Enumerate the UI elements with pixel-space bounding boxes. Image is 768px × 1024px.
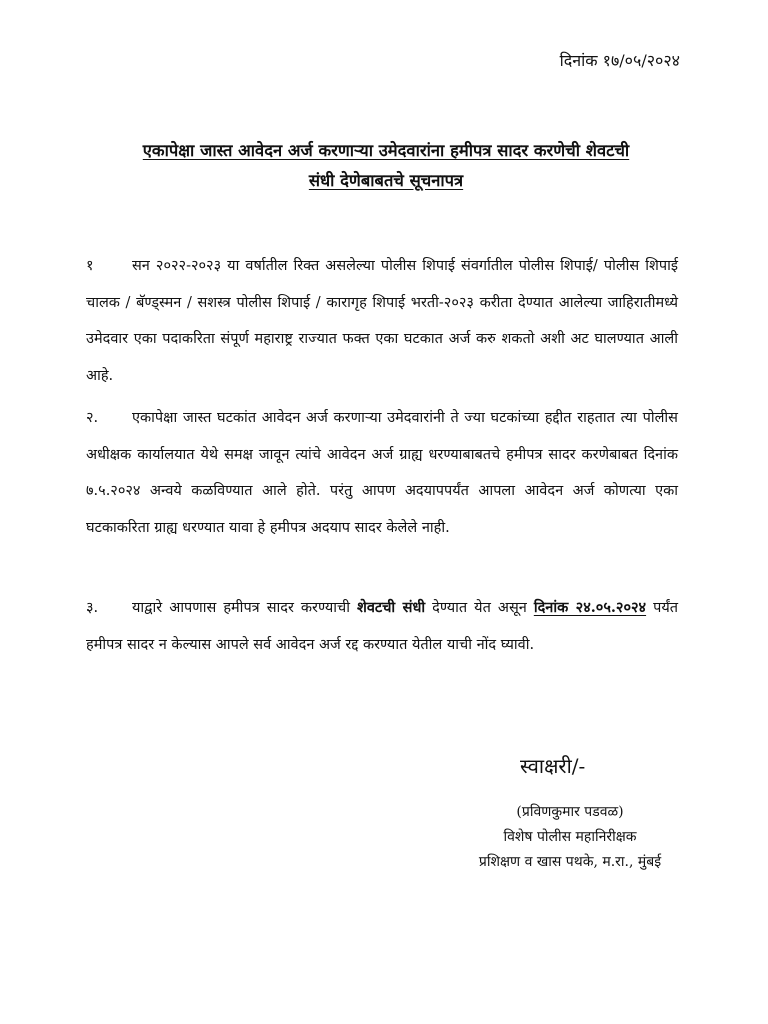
paragraph-1-text: सन २०२२-२०२३ या वर्षातील रिक्त असलेल्या पोलीस शिपाई संवर्गातील पोलीस शिपाई/ पोलीस शिपाई चालक / बॅण्ड्स्मन / सशस्त्र पोलीस शिपाई / कारागृह शिपाई भरती-२०२३ करीता देण्यात आलेल्या जाहिरातीमध्ये उमेदवार एका पदाकरिता संपूर्ण महाराष्ट्र राज्यात फक्त एका घटकात अर्ज करु शकतो अशी अट घालण्यात आली आहे. — [86, 258, 678, 384]
paragraph-3-number: ३. — [86, 600, 99, 616]
last-chance-phrase: शेवटची संधी — [357, 599, 426, 616]
paragraph-3 — [86, 590, 678, 663]
paragraph-3-text-before: याद्वारे आपणास हमीपत्र सादर करण्याची — [132, 600, 350, 616]
paragraph-3-text-middle: देण्यात येत असून — [432, 600, 527, 616]
paragraph-3-text-after: पर्यंत हमीपत्र सादर न केल्यास आपले सर्व आवेदन अर्ज रद्द करण्यात येतील याची नोंद घ्यावी. — [86, 600, 679, 653]
signatory-designation: विशेष पोलीस महानिरीक्षक — [503, 829, 637, 845]
signatory-block — [420, 800, 720, 875]
deadline-date: दिनांक २४.०५.२०२४ — [533, 599, 647, 616]
title-line-1: एकापेक्षा जास्त आवेदन अर्ज करणाऱ्या उमेदवारांना हमीपत्र सादर करणेची शेवटची — [142, 141, 630, 160]
notice-title — [86, 136, 686, 196]
paragraph-1 — [86, 248, 678, 394]
paragraph-2-number: २. — [86, 410, 99, 426]
title-line-2: संधी देणेबाबतचे सूचनापत्र — [308, 171, 464, 190]
paragraph-2 — [86, 400, 678, 546]
paragraph-1-number: १ — [86, 258, 94, 274]
paragraph-2-text: एकापेक्षा जास्त घटकांत आवेदन अर्ज करणाऱ्या उमेदवारांनी ते ज्या घटकांच्या हद्दीत राहतात त्या पोलीस अधीक्षक कार्यालयात येथे समक्ष जावून त्यांचे आवेदन अर्ज ग्राह्य धरण्याबाबतचे हमीपत्र सादर करणेबाबत दिनांक ७.५.२०२४ अन्वये कळविण्यात आले होते. परंतु आपण अदयापपर्यंत आपला आवेदन अर्ज कोणत्या एका घटकाकरिता ग्राह्य धरण्यात यावा हे हमीपत्र अदयाप सादर केलेले नाही. — [86, 410, 678, 536]
signature-mark: स्वाक्षरी/- — [520, 754, 586, 778]
signatory-office: प्रशिक्षण व खास पथके, म.रा., मुंबई — [478, 854, 662, 870]
date-line: दिनांक १७/०५/२०२४ — [559, 51, 680, 70]
signatory-name: (प्रविणकुमार पडवळ) — [516, 804, 624, 820]
